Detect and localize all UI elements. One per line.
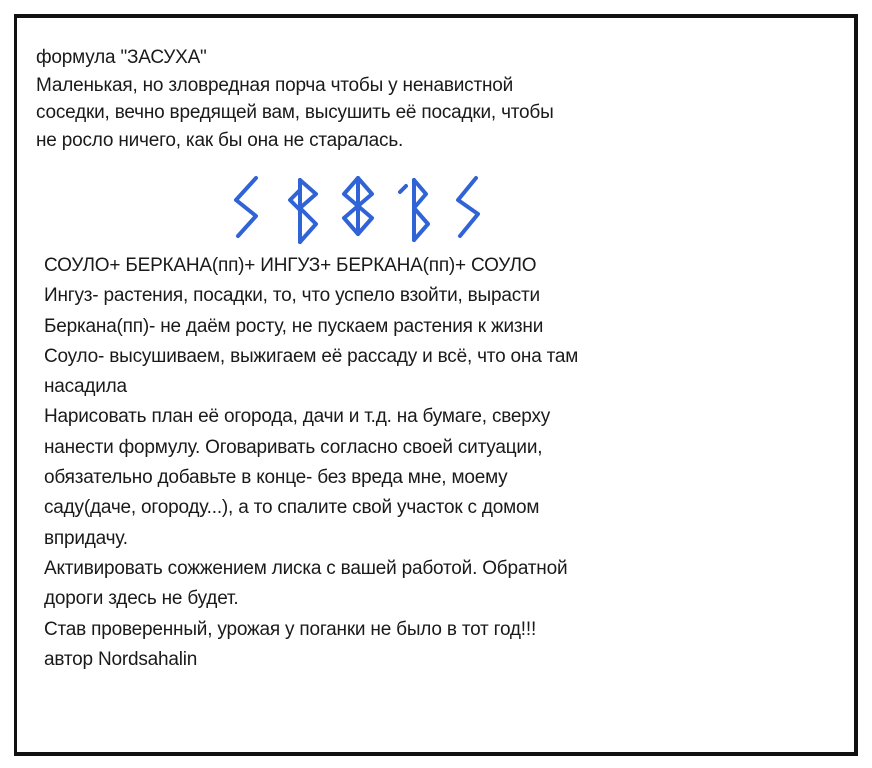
formula-composition: СОУЛО+ БЕРКАНА(пп)+ ИНГУЗ+ БЕРКАНА(пп)+ СОУЛО <box>44 255 537 276</box>
rune-formula <box>226 170 496 248</box>
formula-title: формула "ЗАСУХА" <box>36 47 207 68</box>
inguz-rune-icon <box>344 178 372 234</box>
body-line: Ингуз- растения, посадки, то, что успело взойти, вырасти <box>44 285 540 307</box>
body-line: дороги здесь не будет. <box>44 588 239 610</box>
body-line: Нарисовать план её огорода, дачи и т.д. на бумаге, сверху <box>44 406 551 428</box>
berkana-reversed-rune-icon <box>290 180 316 242</box>
intro-line: Маленькая, но зловредная порча чтобы у ненавистной <box>36 74 514 96</box>
body-line: Став проверенный, урожая у поганки не было в тот год!!! <box>44 618 537 640</box>
body-line: насадила <box>44 376 127 398</box>
soulo-rune-icon <box>458 178 478 236</box>
body-line: обязательно добавьте в конце- без вреда мне, моему <box>44 467 508 489</box>
body-line: саду(даче, огороду...), а то спалите свой участок с домом <box>44 497 540 519</box>
intro-line: не росло ничего, как бы она не старалась. <box>36 129 404 151</box>
berkana-reversed-rune-icon <box>400 180 428 240</box>
soulo-rune-icon <box>236 178 256 236</box>
body-line: Беркана(пп)- не даём росту, не пускаем растения к жизни <box>44 315 544 337</box>
body-line: Активировать сожжением лиска с вашей работой. Обратной <box>44 557 568 579</box>
intro-line: соседки, вечно вредящей вам, высушить её посадки, чтобы <box>36 102 554 123</box>
formula-description <box>44 251 578 675</box>
body-line: нанести формулу. Оговаривать согласно своей ситуации, <box>44 436 543 458</box>
intro-text <box>36 44 554 154</box>
body-line: впридачу. <box>44 527 128 549</box>
body-line: Соуло- высушиваем, выжигаем её рассаду и всё, что она там <box>44 345 579 367</box>
author-line: автор Nordsahalin <box>44 648 198 670</box>
